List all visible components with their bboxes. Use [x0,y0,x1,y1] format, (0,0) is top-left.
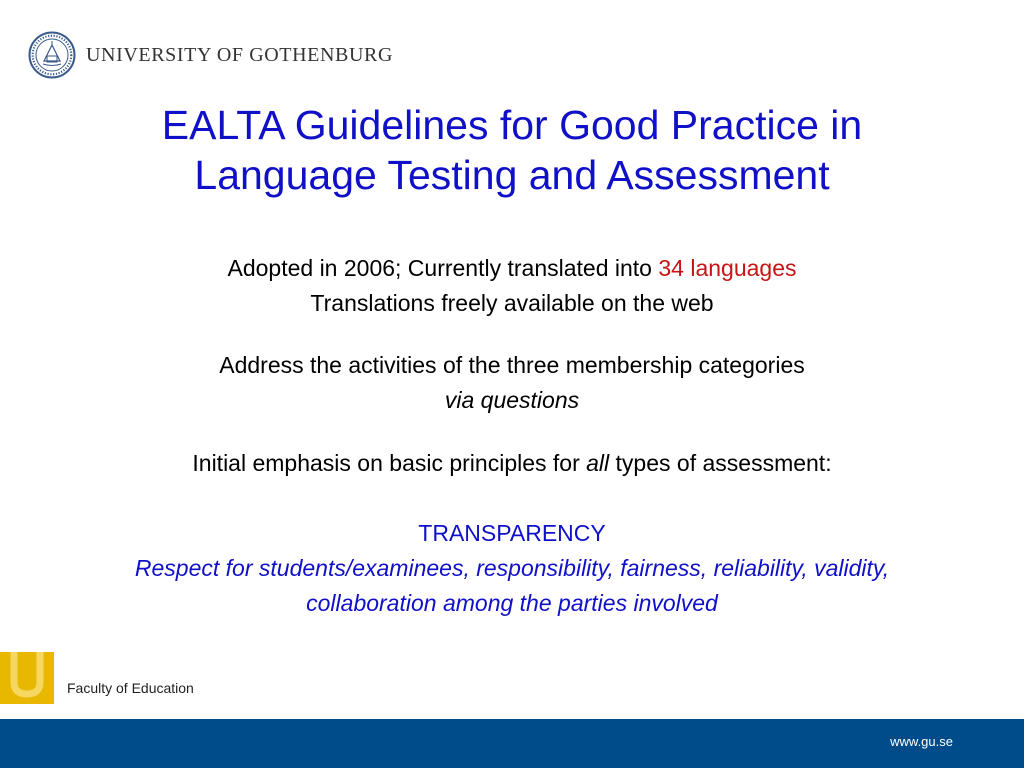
footer-bar [0,719,1024,768]
slide-title [0,100,1024,200]
emphasis-prefix: Initial emphasis on basic principles for [192,450,587,476]
emphasis-suffix: types of assessment: [609,450,832,476]
translations-text: Translations freely available on the web [310,290,714,316]
transparency-paragraph [0,516,1024,621]
activities-text: Address the activities of the three membership categories [219,352,805,378]
adoption-paragraph [0,251,1024,321]
slide-title-line-1: EALTA Guidelines for Good Practice in [161,102,863,148]
transparency-heading: TRANSPARENCY [418,520,606,546]
principles-line-2: collaboration among the parties involved [306,590,718,616]
principles-line-1: Respect for students/examinees, responsibility, fairness, reliability, validity, [134,555,890,581]
university-name: UNIVERSITY OF GOTHENBURG [86,43,393,66]
emphasis-all: all [586,450,610,476]
university-seal-icon [28,31,76,79]
emphasis-paragraph [0,446,1024,481]
faculty-name: Faculty of Education [67,680,194,696]
header [28,30,393,80]
faculty-u-logo-icon [0,652,54,704]
via-questions-text: via questions [444,387,580,413]
activities-paragraph [0,348,1024,418]
adoption-text: Adopted in 2006; Currently translated into [227,255,659,281]
website-link[interactable]: www.gu.se [890,734,953,749]
slide-title-line-2: Language Testing and Assessment [194,152,830,198]
languages-count-highlight: 34 languages [658,255,797,281]
